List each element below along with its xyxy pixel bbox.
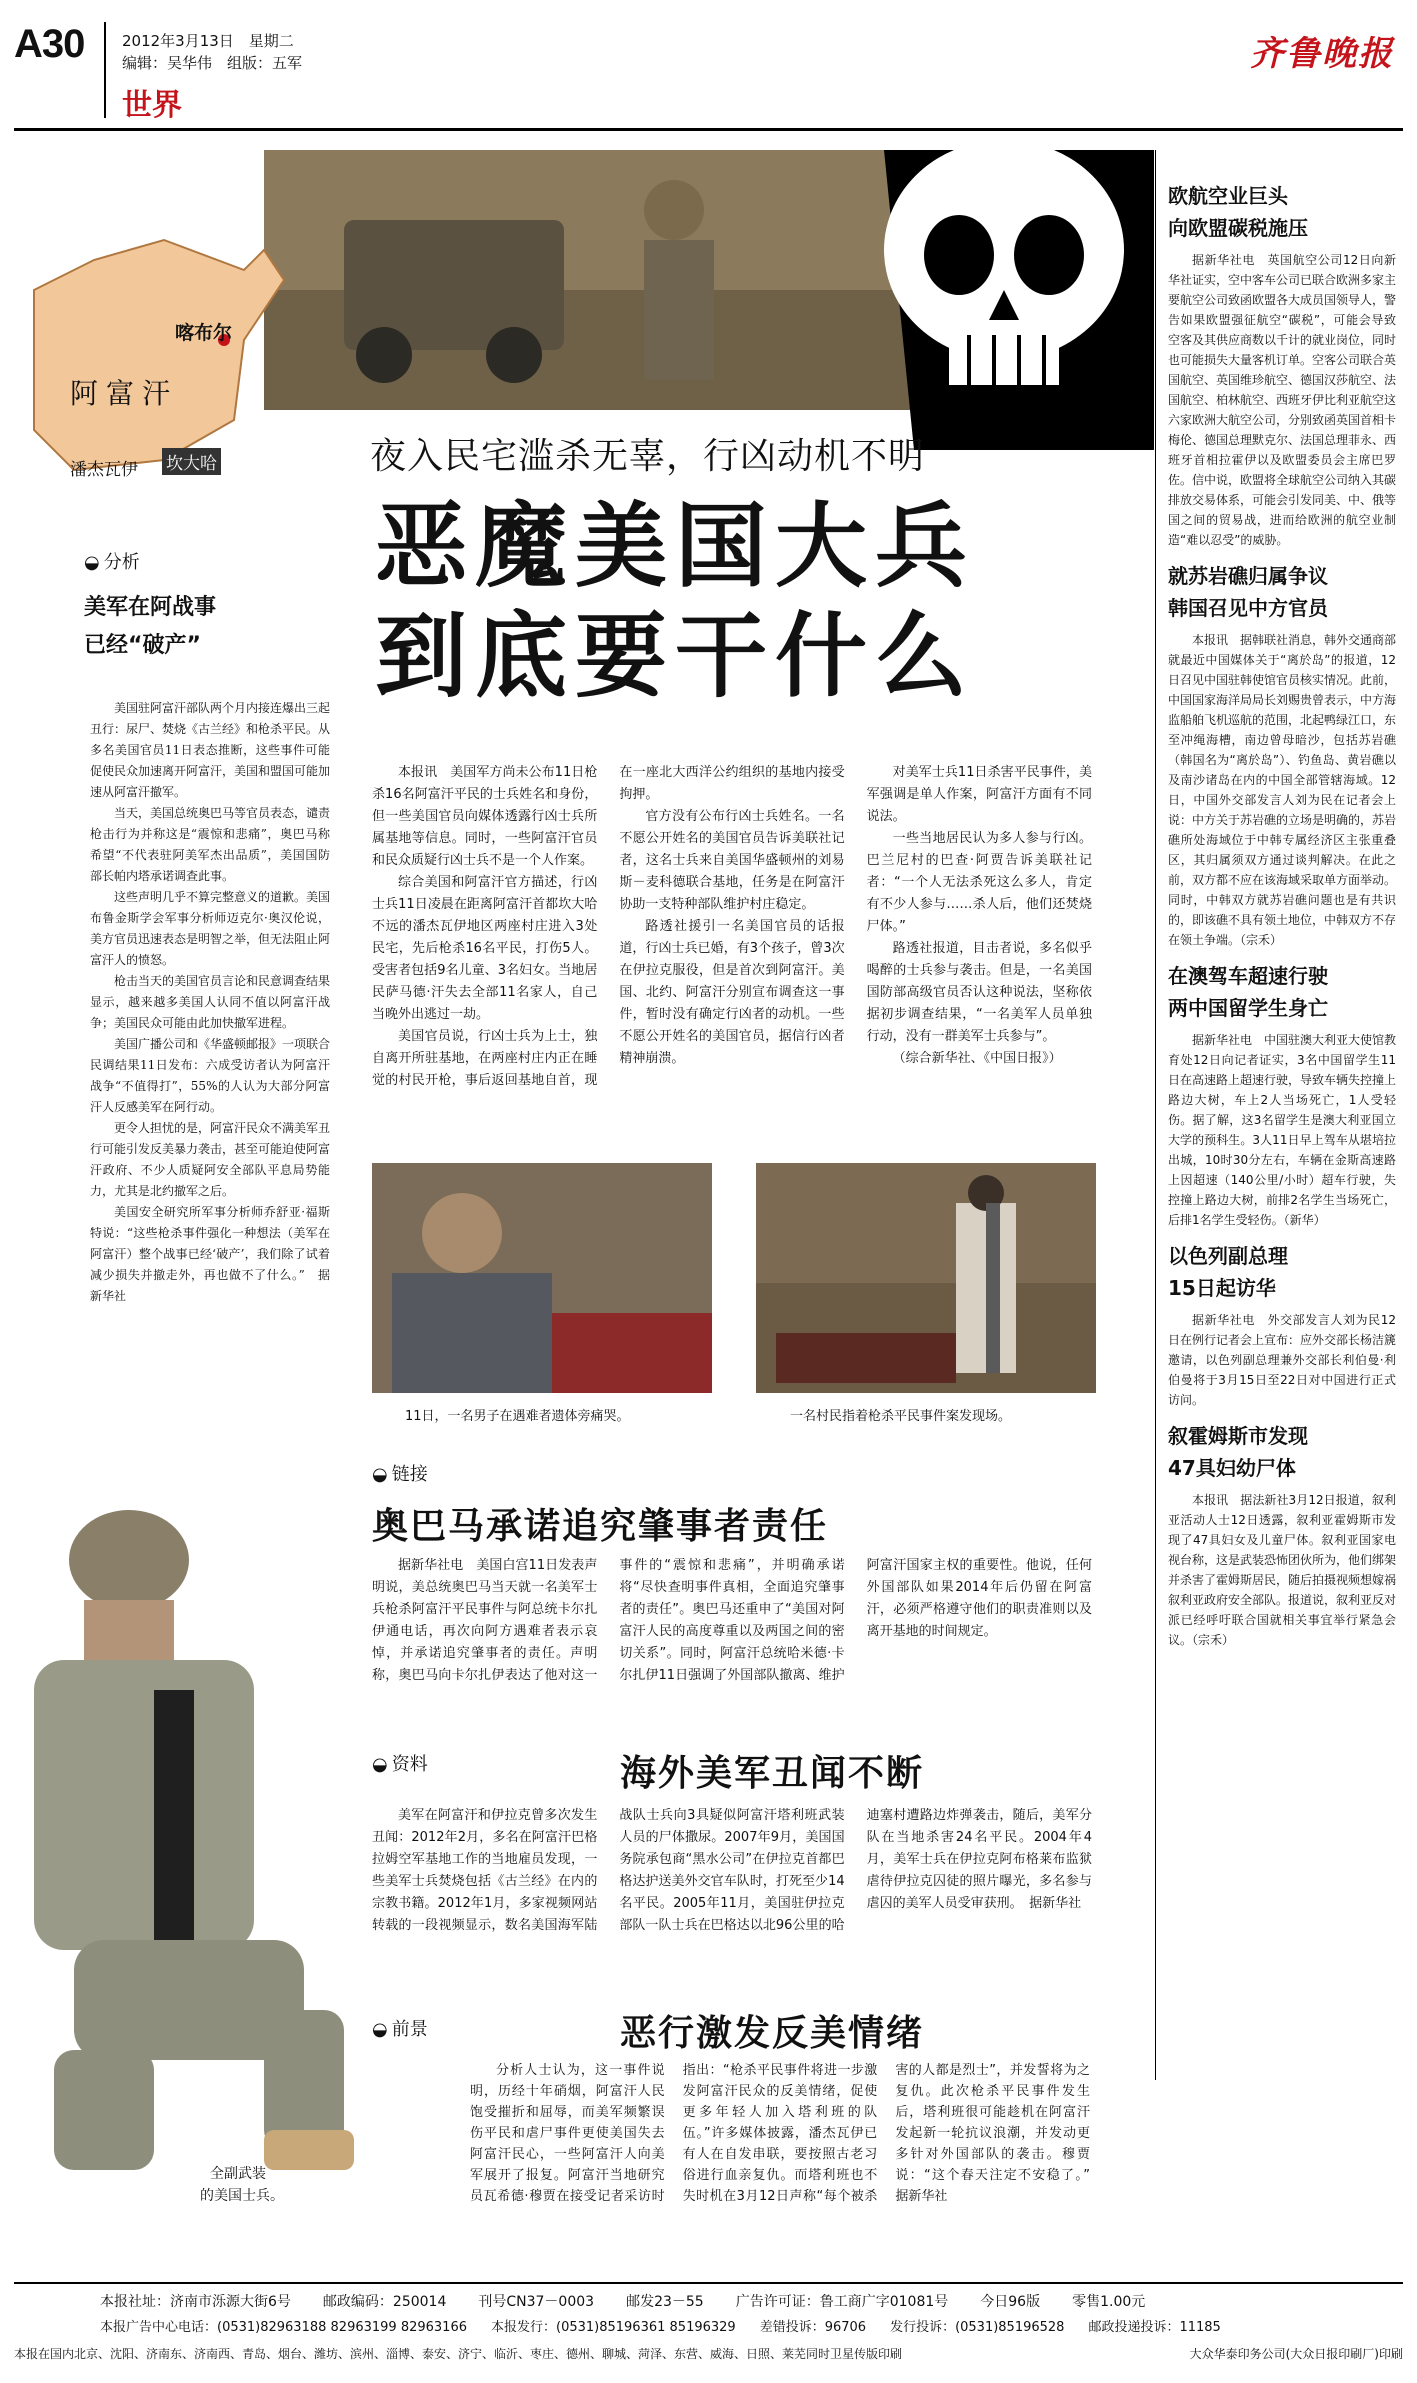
brief-body	[1168, 630, 1396, 950]
main-article	[372, 762, 1092, 1147]
section-name: 世界	[122, 88, 182, 123]
map-label-kabul: 喀布尔	[175, 322, 233, 344]
footer-postcode: 邮政编码：250014	[322, 2294, 447, 2310]
brief-title: 叙霍姆斯市发现	[1168, 1424, 1308, 1448]
page-number: A30	[14, 22, 85, 66]
main-headline-2: 到底要干什么	[375, 603, 976, 710]
brief-title: 在澳驾车超速行驶	[1168, 964, 1328, 988]
analysis-paragraph: 更令人担忧的是，阿富汗民众不满美军丑行可能引发反美暴力袭击，甚至可能迫使阿富汗政府、不少人质疑阿安全部队平息局势能力，尤其是北约撤军之后。	[90, 1121, 331, 1198]
main-paragraph: 一些当地居民认为多人参与行凶。巴兰尼村的巴查·阿贾告诉美联社记者：“一个人无法杀死这么多人，肯定有不少人参与……杀人后，他们还焚烧尸体。”	[866, 831, 1092, 934]
photo-caption-right: 一名村民指着枪杀平民事件案发现场。	[790, 1409, 1012, 1424]
data-paragraph: 美军在阿富汗和伊拉克曾多次发生丑闻：2012年2月，多名在阿富汗巴格拉姆空军基地工作的当地雇员发现，一些美军士兵焚烧包括《古兰经》在内的宗教书籍。2012年1月，多家视频网站转载的一段视频显示，数名美国海军陆战队士兵向3具疑似阿富汗塔利班武装人员的尸体撒尿。2007年9月，美国国务院承包商“黑水公司”在伊拉克首都巴格达护送美外交官车队时，打死至少14名平民。2005年11月，美国驻伊拉克部队一队士兵在巴格达以北96公里的哈迪塞村遭路边炸弹袭击，随后，美军分队在当地杀害24名平民。2004年4月，美军士兵在伊拉克阿布格莱布监狱虐待伊拉克囚徒的照片曝光，多名参与虐囚的美军人员受审获刑。 据新华社	[372, 1808, 1092, 1933]
footer-ad-license: 广告许可证：鲁工商广字01081号	[735, 2294, 949, 2310]
photo-crime-scene	[756, 1163, 1096, 1393]
link-paragraph: 据新华社电 美国白宫11日发表声明说，美总统奥巴马当天就一名美军士兵枪杀阿富汗平民事件与阿总统卡尔扎伊通电话，再次向阿方遇难者表示哀悼，并承诺追究肇事者的责任。声明称，奥巴马向卡尔扎伊表达了他对这一事件的“震惊和悲痛”，并明确承诺将“尽快查明事件真相，全面追究肇事者的责任”。奥巴马还重申了“美国对阿富汗人民的高度尊重以及两国之间的密切关系”。同时，阿富汗总统哈米德·卡尔扎伊11日强调了外国部队撤离、维护阿富汗国家主权的重要性。他说，任何外国部队如果2014年后仍留在阿富汗，必须严格遵守他们的职责准则以及离开基地的时间规定。	[372, 1558, 1092, 1683]
footer-printer: 大众华泰印务公司(大众日报印刷厂)印刷	[1189, 2347, 1403, 2361]
main-paragraph: 对美军士兵11日杀害平民事件，美军强调是单人作案，阿富汗方面有不同说法。	[866, 765, 1092, 824]
brief-title: 47具妇幼尸体	[1168, 1456, 1296, 1480]
brief-body	[1168, 250, 1396, 550]
brief-4	[1168, 1240, 1396, 1410]
brief-body	[1168, 1030, 1396, 1230]
footer-row-2	[100, 2316, 1400, 2340]
right-column	[1168, 180, 1396, 1650]
footer-print-sites: 本报在国内北京、沈阳、济南东、济南西、青岛、烟台、潍坊、滨州、淄博、泰安、济宁、临沂、枣庄、德州、聊城、菏泽、东营、威海、日照、莱芜同时卫星传版印刷	[14, 2347, 903, 2361]
brief-2	[1168, 560, 1396, 950]
analysis-article	[90, 698, 330, 1307]
brief-paragraph: 本报讯 据韩联社消息，韩外交通商部就最近中国媒体关于“离於岛”的报道，12日召见中国驻韩使馆官员核实情况。此前，中国国家海洋局局长刘赐贵曾表示，中方海监船舶飞机巡航的范围，北起鸭绿江口，东至冲绳海槽，南边曾母暗沙，包括苏岩礁（韩国名为“离於岛”）、钓鱼岛、黄岩礁以及南沙诸岛在内的中国全部管辖海域。12日，中国外交部发言人刘为民在记者会上说：中方关于苏岩礁的立场是明确的，苏岩礁所处海域位于中韩专属经济区主张重叠区，其归属须双方通过谈判解决。在此之前，双方都不应在该海域采取单方面举动。同时，中韩双方就苏岩礁问题也是有共识的，即该礁不具有领土地位，中韩双方不存在领土争端。（宗禾）	[1168, 633, 1397, 947]
outlook-article	[470, 2060, 1103, 2268]
link-title: 奥巴马承诺追究肇事者责任	[372, 1506, 829, 1547]
footer-price: 零售1.00元	[1072, 2294, 1146, 2310]
brief-paragraph: 据新华社电 外交部发言人刘为民12日在例行记者会上宣布：应外交部长杨洁篪邀请，以色列副总理兼外交部长利伯曼·利伯曼将于3月15日至22日对中国进行正式访问。	[1168, 1313, 1397, 1407]
brief-paragraph: 据新华社电 英国航空公司12日向新华社证实，空中客车公司已联合欧洲多家主要航空公司致函欧盟各大成员国领导人，警告如果欧盟强征航空“碳税”，可能会导致空客及其供应商数以千计的就业岗位，同时也可能损失大量客机订单。空客公司联合英国航空、英国维珍航空、德国汉莎航空、法国航空、柏林航空、西班牙伊比利亚航空这六家欧洲大航空公司，分别致函英国首相卡梅伦、德国总理默克尔、法国总理菲永、西班牙首相拉霍伊以及欧盟委员会主席巴罗佐。信中说，欧盟将全球航空公司纳入其碳排放交易体系，可能会引发同美、中、俄等国之间的贸易战，进而给欧洲的航空业制造“难以忍受”的威胁。	[1168, 253, 1397, 547]
brief-body	[1168, 1490, 1396, 1650]
newspaper-logo: 齐鲁晚报	[1250, 34, 1394, 74]
analysis-tag: ◒ 分析	[84, 548, 140, 574]
analysis-title-1: 美军在阿战事	[84, 595, 217, 620]
masthead-divider	[104, 22, 106, 118]
analysis-paragraph: 美国驻阿富汗部队两个月内接连爆出三起丑行：尿尸、焚烧《古兰经》和枪杀平民。从多名美国官员11日表态推断，这些事件可能促使民众加速离开阿富汗，美国和盟国可能加速从阿富汗撤军。	[90, 701, 331, 799]
soldier-caption-2: 的美国士兵。	[200, 2188, 284, 2204]
footer-ad-phone: 本报广告中心电话：(0531)82963188 82963199 82963166	[100, 2320, 467, 2335]
photo-mourning-man	[372, 1163, 712, 1393]
brief-body	[1168, 1310, 1396, 1410]
data-tag: ◒ 资料	[372, 1750, 428, 1776]
brief-title: 就苏岩礁归属争议	[1168, 564, 1328, 588]
footer-address: 本报社址：济南市泺源大街6号	[100, 2294, 291, 2310]
map-label-kandahar: 坎大哈	[162, 448, 221, 475]
main-paragraph: （综合新华社、《中国日报》）	[892, 1051, 1062, 1066]
outlook-tag: ◒ 前景	[372, 2015, 428, 2041]
brief-title: 欧航空业巨头	[1168, 184, 1288, 208]
brief-3	[1168, 960, 1396, 1230]
main-paragraph: 官方没有公布行凶士兵姓名。一名不愿公开姓名的美国官员告诉美联社记者，这名士兵来自美国华盛顿州的刘易斯－麦科德联合基地，任务是在阿富汗协助一支特种部队维护村庄稳定。	[619, 809, 845, 912]
outlook-paragraph: 分析人士认为，这一事件说明，历经十年硝烟，阿富汗人民饱受摧折和屈辱，而美军频繁误伤平民和虐尸事件更使美国失去阿富汗民心，一些阿富汗人向美军展开了报复。阿富汗当地研究员瓦希德·穆贾在接受记者采访时指出：“枪杀平民事件将进一步激发阿富汗民众的反美情绪，促使更多年轻人加入塔利班的队伍。”许多媒体披露，潘杰瓦伊已有人在自发串联，要按照古老习俗进行血亲复仇。而塔利班也不失时机在3月12日声称“每个被杀害的人都是烈士”，并发誓将为之复仇。此次枪杀平民事件发生后，塔利班很可能趁机在阿富汗发起新一轮抗议浪潮，并发动更多针对外国部队的袭击。穆贾说：“这个春天注定不安稳了。” 据新华社	[470, 2063, 1103, 2204]
afghanistan-map	[34, 240, 284, 470]
brief-title: 两中国留学生身亡	[1168, 996, 1328, 1020]
main-paragraph: 美国官员说，行凶士兵为上士，独自离开所驻基地，在两座村庄内正在睡觉的村民开枪，事后返回基地自首，现在一座北大西洋公约组织的基地内接受拘押。	[372, 765, 845, 1088]
analysis-paragraph: 枪击当天的美国官员言论和民意调查结果显示，越来越多美国人认同不值以阿富汗战争；美国民众可能由此加快撤军进程。	[90, 974, 331, 1030]
main-paragraph: 路透社报道，目击者说，多名似乎喝醉的士兵参与袭击。但是，一名美国国防部高级官员否认这种说法，坚称依据初步调查结果，“一名美军人员单独行动，没有一群美军士兵参与”。	[866, 941, 1092, 1044]
link-tag: ◒ 链接	[372, 1460, 428, 1486]
brief-title: 韩国召见中方官员	[1168, 596, 1328, 620]
link-article	[372, 1555, 1092, 1720]
soldier-illustration	[14, 1490, 354, 2190]
brief-5	[1168, 1420, 1396, 1650]
brief-title: 以色列副总理	[1168, 1244, 1288, 1268]
outlook-title: 恶行激发反美情绪	[620, 2013, 925, 2054]
main-headline-1: 恶魔美国大兵	[375, 493, 976, 600]
main-paragraph: 本报讯 美国军方尚未公布11日枪杀16名阿富汗平民的士兵姓名和身份，但一些美国官员向媒体透露行凶士兵所属基地等信息。同时，一些阿富汗官员和民众质疑行凶士兵不是一个人作案。	[372, 765, 598, 868]
analysis-title-2: 已经“破产”	[84, 633, 201, 658]
photo-caption-left: 11日，一名男子在遇难者遗体旁痛哭。	[405, 1409, 630, 1424]
editor-line: 编辑：吴华伟 组版：五军	[122, 54, 303, 72]
data-title: 海外美军丑闻不断	[620, 1753, 925, 1794]
footer-complaints: 发行投诉：(0531)85196528	[890, 2320, 1065, 2335]
brief-paragraph: 据新华社电 中国驻澳大利亚大使馆教育处12日向记者证实，3名中国留学生11日在高速路上超速行驶，导致车辆失控撞上路边大树，车上2人当场死亡，1人受轻伤。据了解，这3名留学生是澳大利亚国立大学的预科生。3人11日早上驾车从堪培拉出城，10时30分左右，车辆在金斯高速路上因超速（140公里/小时）超车行驶，失控撞上路边大树，前排2名学生当场死亡，后排1名学生受轻伤。（新华）	[1168, 1033, 1397, 1227]
footer-issn: 刊号CN37－0003	[478, 2294, 595, 2310]
column-divider	[1155, 150, 1156, 2080]
analysis-paragraph: 美国广播公司和《华盛顿邮报》一项联合民调结果11日发布：六成受访者认为阿富汗战争“不值得打”，55%的人认为大部分阿富汗人反感美军在阿行动。	[90, 1037, 331, 1114]
footer-page-count: 今日96版	[980, 2294, 1041, 2310]
date-line: 2012年3月13日 星期二	[122, 32, 294, 50]
brief-1	[1168, 180, 1396, 550]
data-article	[372, 1805, 1092, 1965]
main-subhead: 夜入民宅滥杀无辜，行凶动机不明	[370, 436, 926, 477]
footer-row-1	[100, 2290, 1400, 2314]
map-label-panjwai: 潘杰瓦伊	[70, 460, 138, 480]
brief-title: 向欧盟碳税施压	[1168, 216, 1308, 240]
footer-postal-code: 邮发23－55	[626, 2294, 704, 2310]
map-label-country: 阿富汗	[70, 377, 179, 410]
main-paragraph: 路透社援引一名美国官员的话报道，行凶士兵已婚，有3个孩子，曾3次在伊拉克服役，但是首次到阿富汗。美国、北约、阿富汗分别宣布调查这一事件，暂时没有确定行凶者的动机。一些不愿公开姓名的美国官员，据信行凶者精神崩溃。	[619, 919, 845, 1066]
footer-rule	[14, 2282, 1403, 2284]
footer-row-3	[14, 2342, 1403, 2366]
footer-distribution: 本报发行：(0531)85196361 85196329	[491, 2320, 736, 2335]
analysis-paragraph: 美国安全研究所军事分析师乔舒亚·福斯特说：“这些枪杀事件强化一种想法（美军在阿富汗）整个战事已经‘破产’，我们除了试着减少损失并撤走外，再也做不了什么。” 据新华社	[90, 1205, 330, 1303]
brief-title: 15日起访华	[1168, 1276, 1276, 1300]
main-paragraph: 综合美国和阿富汗官方描述，行凶士兵11日凌晨在距离阿富汗首都坎大哈不远的潘杰瓦伊地区两座村庄进入3处民宅，先后枪杀16名平民，打伤5人。受害者包括9名儿童、3名妇女。当地居民萨马德·汗失去全部11名家人，自己当晚外出逃过一劫。	[372, 875, 598, 1022]
analysis-paragraph: 这些声明几乎不算完整意义的道歉。美国布鲁金斯学会军事分析师迈克尔·奥汉伦说，美方官员迅速表态是明智之举，但无法阻止阿富汗人的愤怒。	[90, 890, 331, 967]
soldier-caption-1: 全副武装	[210, 2166, 266, 2182]
analysis-paragraph: 当天，美国总统奥巴马等官员表态，谴责枪击行为并称这是“震惊和悲痛”，奥巴马称希望“不代表驻阿美军杰出品质”，美国国防部长帕内塔承诺调查此事。	[90, 806, 331, 883]
footer-postal-complaints: 邮政投递投诉：11185	[1088, 2320, 1221, 2335]
header-rule	[14, 128, 1403, 131]
brief-paragraph: 本报讯 据法新社3月12日报道，叙利亚活动人士12日透露，叙利亚霍姆斯市发现了47具妇女及儿童尸体。叙利亚国家电视台称，这是武装恐怖团伙所为，他们绑架并杀害了霍姆斯居民，随后拍摄视频想嫁祸叙利亚政府安全部队。报道说，叙利亚反对派已经呼吁联合国就相关事宜举行紧急会议。（宗禾）	[1168, 1493, 1397, 1647]
footer-errors: 差错投诉：96706	[759, 2320, 867, 2335]
masthead-meta	[122, 30, 302, 74]
